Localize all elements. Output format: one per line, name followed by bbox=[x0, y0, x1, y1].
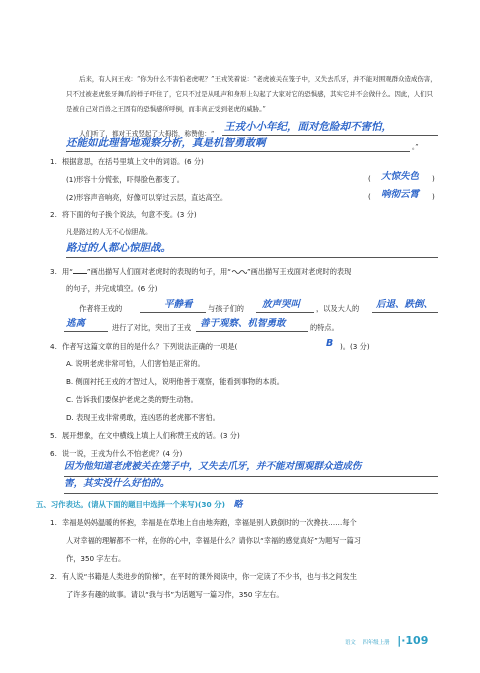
footer-subject: 语文 bbox=[345, 640, 356, 646]
passage-paragraph-2-suffix: 。” bbox=[412, 143, 419, 151]
question-3-blank-2: 放声哭叫 bbox=[262, 299, 301, 310]
question-5: 5. 展开想象，在文中横线上填上人们称赞王戎的话。(3 分) bbox=[50, 431, 240, 440]
section-5-note: 略 bbox=[233, 500, 243, 510]
page-footer bbox=[345, 634, 428, 647]
praise-answer-line2: 还能如此理智地观察分析，真是机智勇敢啊 bbox=[66, 137, 266, 149]
praise-answer-line1: 王戎小小年纪，面对危险却不害怕， bbox=[224, 121, 392, 133]
option-c: C. 告诉我们要保护老虎之类的野生动物。 bbox=[66, 395, 198, 404]
question-3-blank-1: 平静看 bbox=[164, 299, 193, 310]
question-3-blank-4: 逃离 bbox=[66, 318, 86, 329]
essay-option-2-line1: 2. 有人说“书籍是人类进步的阶梯”，在平时的课外阅读中，你一定读了不少书，也与书之间发生 bbox=[50, 572, 357, 581]
wavy-underline-mark bbox=[231, 269, 247, 275]
question-3-line2: 的句子，并完成填空。(6 分) bbox=[66, 284, 158, 293]
section-5-heading: 五、习作表达。(请从下面的题目中选择一个来写)(30 分) 略 bbox=[36, 500, 243, 510]
option-a: A. 说明老虎非常可怕，人们害怕是正常的。 bbox=[66, 359, 205, 368]
question-2-given-sentence: 凡是路过的人无不心惊胆战。 bbox=[66, 228, 152, 236]
essay-option-2-line2: 了许多有趣的故事。请以“我与书”为话题写一篇习作，350 字左右。 bbox=[66, 590, 284, 599]
worksheet-page: 后来，有人问王戎：“你为什么不害怕老虎呢？”王戎笑着说：“老虎被关在笼子中，又失去爪牙，并不能对围观群众造成伤害，只不过被老虎张牙舞爪的样子吓住了，它只不过是从吼声和身形上勾起了大家对它的恐惧感，其实它并不会做什么。因此，人们只是被自己对百兽之王固有的恐惧感所呼倒，而非真正受到老虎的威胁。” 人们听了，都对王戎竖起了大拇指，称赞他：“ 王戎小小年纪，面对危险却不害怕， 还能如此理智地观察分析，真是机智勇敢啊 。” 1. 根据意思，在括号里填上文中的词语。(6 分) (1)形容十分慌张，吓得脸色都变了。 ( 大惊失色 ) (2)形容声音响亮，好像可以穿过云层，直达高空。 ( 响彻云霄 ) 2. 将下面的句子换个说法，句意不变。(3 分) 凡是路过的人无不心惊胆战。 路过的人都心惊胆战。 3. 用“ ”画出描写人们面对老虎时的表现的句子，用“ ”画出描写王戎面对老虎时的表现 的句子，并完成填空。(6 分) 作者将王戎的 平静看 与孩子们的 放声哭叫 ，以及大人的 后退、跌倒、 逃离 进行了对比，突出了王戎 善于观察、机智勇敢 的特点。 4. 作者写这篇文章的目的是什么？下列说法正确的一项是( B )。(3 分) A. 说明老虎非常可怕，人们害怕是正常的。 B. 侧面衬托王戎的才智过人，说明他善于观察，能看到事物的本质。 C. 告诉我们要保护老虎之类的野生动物。 D. 表现王戎非常勇敢，连凶恶的老虎都不害怕。 5. 展开想象，在文中横线上填上人们称赞王戎的话。(3 分) 6. 说一说，王戎为什么不怕老虎？(4 分) 因为他知道老虎被关在笼子中，又失去爪牙，并不能对围观群众造成伤 害，其实没什么好怕的。 五、习作表达。(请从下面的题目中选择一个来写)(30 分) 略 1. 幸福是妈妈温暖的怀抱，幸福是在草地上自由地奔跑，幸福是别人跌倒时的一次搀扶……每个 人对幸福的理解都不一样，在你的心中，幸福是什么？请你以“幸福的感觉真好”为题写一篇习 作，350 字左右。 2. 有人说“书籍是人类进步的阶梯”，在平时的课外阅读中，你一定读了不少书，也与书之间发生 了许多有趣的故事。请以“我与书”为话题写一篇习作，350 字左右。 语文 四年级上册 |·109 bbox=[0, 0, 480, 673]
essay-option-1-line2: 人对幸福的理解都不一样，在你的心中，幸福是什么？请你以“幸福的感觉真好”为题写一篇习 bbox=[66, 536, 361, 545]
question-1-sub-1-brackets: ( bbox=[368, 174, 371, 183]
question-6: 6. 说一说，王戎为什么不怕老虎？(4 分) bbox=[50, 449, 183, 458]
essay-option-1-line1: 1. 幸福是妈妈温暖的怀抱，幸福是在草地上自由地奔跑，幸福是别人跌倒时的一次搀扶……每个 bbox=[50, 518, 357, 527]
question-1: 1. 根据意思，在括号里填上文中的词语。(6 分) bbox=[50, 157, 204, 166]
question-6-answer-line1: 因为他知道老虎被关在笼子中，又失去爪牙，并不能对围观群众造成伤 bbox=[64, 461, 362, 472]
straight-underline-mark bbox=[73, 266, 87, 274]
question-4: 4. 作者写这篇文章的目的是什么？下列说法正确的一项是( bbox=[50, 342, 238, 351]
question-3: 3. 用“ ”画出描写人们面对老虎时的表现的句子，用“ ”画出描写王戎面对老虎时的表现 bbox=[50, 267, 352, 276]
essay-option-1-line3: 作，350 字左右。 bbox=[66, 554, 126, 563]
passage-paragraph-1 bbox=[66, 72, 438, 117]
question-3-blank-5: 善于观察、机智勇敢 bbox=[200, 318, 286, 329]
question-4-answer: B bbox=[326, 338, 334, 349]
question-6-answer-line2: 害，其实没什么好怕的。 bbox=[64, 478, 170, 489]
praise-answer-underline-1 bbox=[222, 135, 438, 136]
question-1-sub-2-answer: 响彻云霄 bbox=[381, 189, 420, 200]
question-3-fill-line1: 作者将王戎的 bbox=[79, 304, 123, 313]
option-b: B. 侧面衬托王戎的才智过人，说明他善于观察，能看到事物的本质。 bbox=[66, 377, 284, 386]
passage-text-1: 后来，有人问王戎：“你为什么不害怕老虎呢？”王戎笑着说：“老虎被关在笼子中，又失去爪牙，并不能对围观群众造成伤害，只不过被老虎张牙舞爪的样子吓住了，它只不过是从吼声和身形上勾起了大家对它的恐惧感，其实它并不会做什么。因此，人们只是被自己对百兽之王固有的恐惧感所呼倒，而非真正受到老虎的威胁。” bbox=[66, 75, 437, 113]
option-d: D. 表现王戎非常勇敢，连凶恶的老虎都不害怕。 bbox=[66, 413, 220, 422]
question-2-underline bbox=[66, 257, 438, 258]
question-2: 2. 将下面的句子换个说法，句意不变。(3 分) bbox=[50, 210, 197, 219]
page-number: |·109 bbox=[397, 634, 429, 647]
question-1-sub-1-answer: 大惊失色 bbox=[381, 171, 420, 182]
praise-answer-underline-2 bbox=[66, 151, 410, 152]
question-2-answer: 路过的人都心惊胆战。 bbox=[66, 242, 171, 254]
footer-grade: 四年级上册 bbox=[362, 640, 390, 646]
question-1-sub-2-brackets: ( bbox=[368, 192, 371, 201]
passage-paragraph-2-prefix: 人们听了，都对王戎竖起了大拇指，称赞他：“ bbox=[79, 130, 215, 138]
question-3-blank-3: 后退、跌倒、 bbox=[376, 299, 434, 310]
question-1-sub-1: (1)形容十分慌张，吓得脸色都变了。 bbox=[66, 175, 184, 184]
question-1-sub-2: (2)形容声音响亮，好像可以穿过云层，直达高空。 bbox=[66, 193, 228, 202]
